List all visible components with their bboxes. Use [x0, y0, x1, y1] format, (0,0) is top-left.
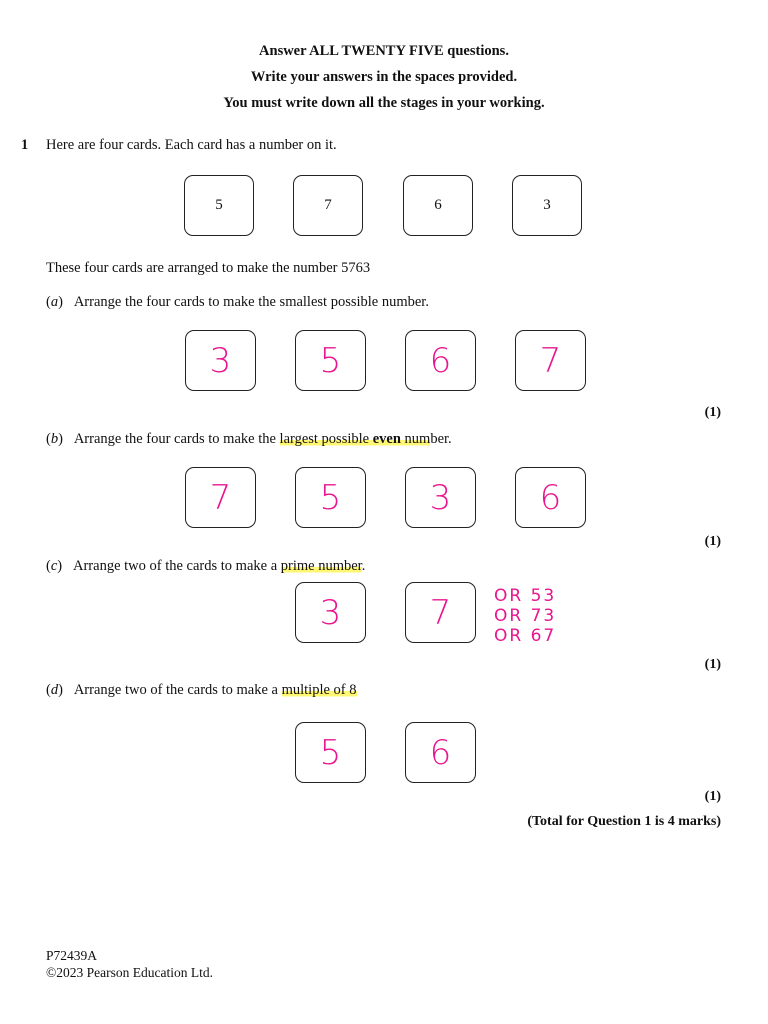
part-d-text: (d) Arrange two of the cards to make a multiple of 8 — [46, 682, 357, 698]
highlight-prime-number: prime number — [280, 558, 362, 574]
part-b-question-end: ber. — [430, 431, 452, 447]
highlight-multiple-of-8: multiple of 8 — [281, 682, 357, 698]
part-d-marks: (1) — [704, 789, 721, 804]
question-total-marks: (Total for Question 1 is 4 marks) — [527, 814, 721, 829]
card-4 — [512, 175, 582, 236]
card-1 — [184, 175, 254, 236]
card-3 — [403, 175, 473, 236]
card-2-value: 7 — [324, 197, 332, 213]
card-2 — [293, 175, 363, 236]
instruction-line-2: Write your answers in the spaces provided. — [250, 69, 518, 85]
handwritten-digit: 3 — [209, 340, 232, 381]
card-1-value: 5 — [215, 197, 223, 213]
question-number: 1 — [21, 137, 29, 153]
part-d-answer-card-2[interactable] — [405, 722, 476, 783]
part-d-answer-card-1[interactable] — [295, 722, 366, 783]
part-b-answer-card-3[interactable] — [405, 467, 476, 528]
part-a-label: a — [50, 294, 59, 310]
handwritten-digit: 7 — [429, 592, 452, 633]
handwritten-digit: 6 — [429, 732, 452, 773]
part-a-answer-card-3[interactable] — [405, 330, 476, 391]
handwritten-digit: 5 — [319, 477, 342, 518]
part-a-text: (a) Arrange the four cards to make the smallest possible number. — [46, 294, 429, 310]
instruction-line-1: Answer ALL TWENTY FIVE questions. — [259, 43, 509, 59]
part-b-answer-card-2[interactable] — [295, 467, 366, 528]
handwritten-digit: 3 — [429, 477, 452, 518]
card-3-value: 6 — [434, 197, 442, 213]
question-intro: Here are four cards. Each card has a number on it. — [46, 137, 337, 153]
part-d-question-start: Arrange two of the cards to make a — [73, 682, 282, 698]
highlight-num: num — [400, 431, 431, 447]
highlight-largest-possible: largest possible — [279, 431, 373, 447]
handwritten-alternative-3: OR 67 — [494, 626, 557, 646]
card-4-value: 3 — [543, 197, 551, 213]
part-b-answer-card-4[interactable] — [515, 467, 586, 528]
part-a-question: Arrange the four cards to make the smallest possible number. — [73, 294, 429, 310]
handwritten-digit: 5 — [319, 732, 342, 773]
handwritten-alternative-1: OR 53 — [494, 586, 557, 606]
part-d-label: d — [50, 682, 59, 698]
part-c-answer-card-2[interactable] — [405, 582, 476, 643]
part-b-text: (b) Arrange the four cards to make the largest possible even number. — [46, 431, 452, 447]
part-c-question-end: . — [361, 558, 366, 574]
part-a-answer-card-2[interactable] — [295, 330, 366, 391]
part-c-text: (c) Arrange two of the cards to make a prime number. — [46, 558, 366, 574]
part-b-answer-card-1[interactable] — [185, 467, 256, 528]
handwritten-digit: 7 — [209, 477, 232, 518]
handwritten-digit: 7 — [539, 340, 562, 381]
part-a-answer-card-4[interactable] — [515, 330, 586, 391]
handwritten-digit: 3 — [319, 592, 342, 633]
part-a-answer-card-1[interactable] — [185, 330, 256, 391]
part-c-answer-card-1[interactable] — [295, 582, 366, 643]
handwritten-digit: 5 — [319, 340, 342, 381]
part-b-label: b — [50, 431, 59, 447]
bold-even: even — [372, 431, 401, 447]
handwritten-alternatives — [494, 586, 556, 646]
arranged-text: These four cards are arranged to make the number 5763 — [46, 260, 371, 276]
instruction-line-3: You must write down all the stages in your working. — [223, 95, 545, 111]
copyright: ©2023 Pearson Education Ltd. — [46, 965, 213, 980]
part-c-label: c — [50, 558, 58, 574]
handwritten-digit: 6 — [539, 477, 562, 518]
part-c-marks: (1) — [704, 657, 721, 672]
paper-code: P72439A — [46, 948, 98, 963]
part-a-marks: (1) — [704, 405, 721, 420]
handwritten-digit: 6 — [429, 340, 452, 381]
part-b-question-start: Arrange the four cards to make the — [73, 431, 280, 447]
part-c-question-start: Arrange two of the cards to make a — [73, 558, 281, 574]
handwritten-alternative-2: OR 73 — [494, 606, 557, 626]
part-b-marks: (1) — [704, 534, 721, 549]
